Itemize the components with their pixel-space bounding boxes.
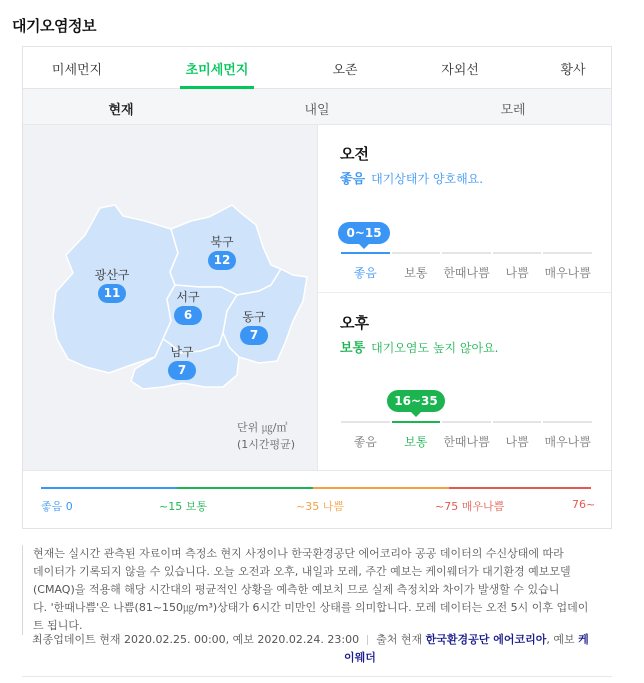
legend-label-normal: ~15 보통 xyxy=(159,500,207,513)
district-value-gwangsan[interactable]: 11 xyxy=(98,284,126,303)
afternoon-level-segment xyxy=(543,421,592,423)
note-line: 현재는 실시간 관측된 자료이며 측정소 현지 사정이나 한국환경공단 에어코리아 공공 데이터의 수신상태에 따라 xyxy=(33,547,564,560)
morning-range-bubble: 0~15 xyxy=(338,222,390,244)
district-map xyxy=(23,125,317,470)
afternoon-level-label: 매우나쁨 xyxy=(544,435,591,449)
morning-level-label: 좋음 xyxy=(353,266,377,280)
bottom-divider xyxy=(22,676,612,677)
forecast-divider xyxy=(317,292,611,293)
source-link-kweather-a[interactable]: 케 xyxy=(578,633,589,646)
afternoon-status xyxy=(340,337,499,356)
source-mid: , 예보 xyxy=(546,633,575,646)
afternoon-range-bubble: 16~35 xyxy=(387,390,445,412)
day-tabs xyxy=(23,89,611,125)
morning-level-segment xyxy=(392,252,441,254)
legend-label-max: 76~ xyxy=(572,498,596,511)
afternoon-level-label: 한때나쁨 xyxy=(443,435,490,449)
afternoon-status-word: 보통 xyxy=(340,341,366,356)
legend-label-very-bad: ~75 매우나쁨 xyxy=(435,500,505,513)
afternoon-level-segment xyxy=(493,421,542,423)
morning-level-label: 매우나쁨 xyxy=(544,266,591,280)
morning-level-segment xyxy=(543,252,592,254)
morning-level-label: 한때나쁨 xyxy=(443,266,490,280)
tab-fine-dust[interactable]: 미세먼지 xyxy=(51,63,103,78)
forecast-panel xyxy=(317,125,611,470)
source-prefix: 출처 현재 xyxy=(376,633,423,646)
morning-title: 오전 xyxy=(340,145,369,163)
source-link-airkorea[interactable]: 한국환경공단 에어코리아 xyxy=(425,633,547,646)
pollutant-tabs xyxy=(23,47,611,89)
morning-status-description: 대기상태가 양호해요. xyxy=(371,172,484,186)
tab-uv[interactable]: 자외선 xyxy=(441,63,479,78)
update-meta xyxy=(32,631,592,667)
district-shape-buk[interactable] xyxy=(170,205,281,295)
afternoon-level-segment xyxy=(392,421,441,423)
legend-label-bad: ~35 나쁨 xyxy=(296,500,344,513)
district-name-nam: 남구 xyxy=(170,345,194,359)
morning-status xyxy=(340,168,483,187)
legend-bar-bad xyxy=(313,487,449,489)
legend-bar-very-bad xyxy=(449,487,591,489)
source-link-kweather-b[interactable]: 이웨더 xyxy=(344,651,376,664)
tab-ozone[interactable]: 오존 xyxy=(332,63,358,78)
afternoon-level-label: 보통 xyxy=(404,435,428,449)
update-time: 최종업데이트 현재 2020.02.25. 00:00, 예보 2020.02.24. 23:00 xyxy=(32,633,360,646)
district-value-seo[interactable]: 6 xyxy=(174,306,202,325)
meta-separator xyxy=(367,635,368,645)
tab-tomorrow[interactable]: 내일 xyxy=(304,103,330,118)
district-value-buk[interactable]: 12 xyxy=(208,251,236,270)
morning-level-label: 보통 xyxy=(404,266,428,280)
tab-yellow-dust[interactable]: 황사 xyxy=(560,63,586,78)
unit-info xyxy=(237,419,295,453)
legend-bar-good xyxy=(41,487,177,489)
note-line: (CMAQ)을 적용해 해당 시간대의 평균적인 상황을 예측한 예보치 므로 실제 측정치와 차이가 발생할 수 있습니 xyxy=(33,583,560,596)
unit-note: (1시간평균) xyxy=(237,438,296,451)
note-line: 트 됩니다. xyxy=(33,619,83,632)
afternoon-level-segment xyxy=(341,421,390,423)
district-name-buk: 북구 xyxy=(210,235,234,249)
morning-level-segment xyxy=(493,252,542,254)
district-name-seo: 서구 xyxy=(176,290,200,304)
legend-bar-normal xyxy=(177,487,313,489)
afternoon-title: 오후 xyxy=(340,314,369,332)
morning-level-segment xyxy=(442,252,491,254)
district-name-gwangsan: 광산구 xyxy=(94,268,130,282)
note-line: 다. '한때나쁨'은 나쁨(81~150㎍/m³)상태가 6시간 미만인 상태를 의미합니다. 모레 데이터는 오전 5시 이후 업데이 xyxy=(33,601,589,614)
level-legend xyxy=(23,470,611,528)
unit-label: 단위 ㎍/㎥ xyxy=(237,421,288,434)
disclaimer-notes xyxy=(22,545,592,635)
morning-level-label: 나쁨 xyxy=(505,266,529,280)
legend-label-good: 좋음 0 xyxy=(41,500,73,513)
note-line: 데이터가 기록되지 않을 수 있습니다. 오늘 오전과 오후, 내일과 모레, 주간 예보는 케이웨더가 대기환경 예보모델 xyxy=(33,565,571,578)
air-pollution-card xyxy=(22,46,612,529)
tab-now[interactable]: 현재 xyxy=(108,103,134,118)
district-value-dong[interactable]: 7 xyxy=(240,326,268,345)
district-value-nam[interactable]: 7 xyxy=(168,361,196,380)
tab-day-after-tomorrow[interactable]: 모레 xyxy=(500,103,526,118)
afternoon-level-label: 나쁨 xyxy=(505,435,529,449)
district-name-dong: 동구 xyxy=(242,310,266,324)
morning-status-word: 좋음 xyxy=(340,172,366,187)
afternoon-level-segment xyxy=(442,421,491,423)
page-title: 대기오염정보 xyxy=(12,17,96,35)
afternoon-status-description: 대기오염도 높지 않아요. xyxy=(371,341,499,355)
tab-ultrafine-dust[interactable]: 초미세먼지 xyxy=(185,63,249,78)
morning-level-segment xyxy=(341,252,390,254)
afternoon-level-label: 좋음 xyxy=(353,435,377,449)
